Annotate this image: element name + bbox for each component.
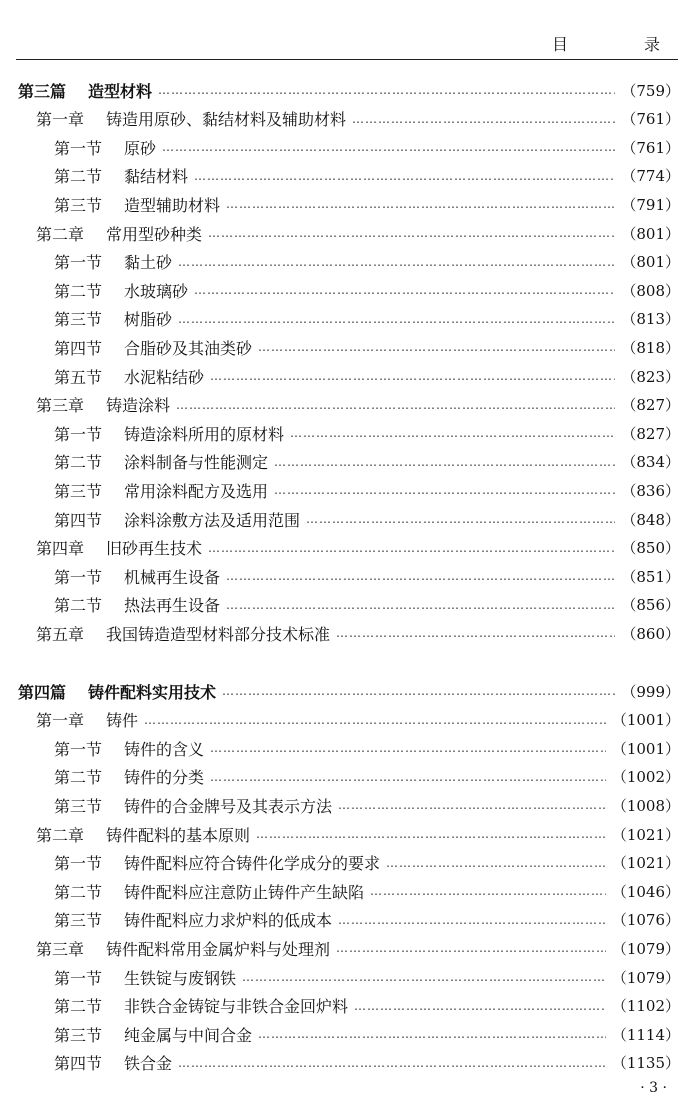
entry-number: 第四节 <box>54 1054 103 1074</box>
entry-title: 铸造涂料所用的原材料 <box>124 424 285 444</box>
entry-page: （774） <box>621 167 680 186</box>
entry-number: 第四章 <box>36 539 85 559</box>
toc-entry-section <box>18 591 680 619</box>
entry-number: 第三节 <box>54 911 103 931</box>
entry-title: 铁合金 <box>124 1054 173 1074</box>
toc-entry-chapter <box>18 105 680 133</box>
entry-page: （856） <box>621 596 680 615</box>
toc-entry-section <box>18 505 680 533</box>
entry-title: 常用涂料配方及选用 <box>124 481 269 501</box>
leader-dots <box>338 791 606 819</box>
entry-number: 第一节 <box>54 138 103 158</box>
entry-page: （801） <box>621 224 680 243</box>
toc-entry-chapter <box>18 706 680 734</box>
entry-number: 第二节 <box>54 768 103 788</box>
entry-number: 第一节 <box>54 567 103 587</box>
toc-entry-section <box>18 162 680 190</box>
entry-title: 涂料制备与性能测定 <box>124 453 269 473</box>
entry-page: （1001） <box>611 739 680 758</box>
leader-dots <box>208 534 615 562</box>
entry-number: 第三章 <box>36 396 85 416</box>
toc-entry-section <box>18 791 680 819</box>
entry-title: 纯金属与中间合金 <box>124 1025 253 1045</box>
entry-page: （761） <box>621 110 680 129</box>
leader-dots <box>242 963 606 991</box>
leader-dots <box>386 849 606 877</box>
entry-number: 第五节 <box>54 367 103 387</box>
entry-title: 涂料涂敷方法及适用范围 <box>124 510 301 530</box>
entry-number: 第二章 <box>36 825 85 845</box>
entry-page: （836） <box>621 481 680 500</box>
entry-number: 第二章 <box>36 224 85 244</box>
leader-dots <box>210 734 606 762</box>
entry-number: 第四节 <box>54 338 103 358</box>
leader-dots <box>162 133 615 161</box>
leader-dots <box>336 619 615 647</box>
entry-title: 铸件配料的基本原则 <box>106 825 251 845</box>
entry-page: （1008） <box>611 796 680 815</box>
entry-number: 第三节 <box>54 1025 103 1045</box>
entry-number: 第一节 <box>54 424 103 444</box>
leader-dots <box>336 934 606 962</box>
entry-title: 铸造用原砂、黏结材料及辅助材料 <box>106 110 347 130</box>
leader-dots <box>178 248 615 276</box>
entry-number: 第二节 <box>54 596 103 616</box>
toc-entry-section <box>18 877 680 905</box>
entry-page: （1114） <box>611 1025 680 1044</box>
entry-page: （848） <box>621 510 680 529</box>
entry-number: 第二节 <box>54 281 103 301</box>
toc-entry-section <box>18 190 680 218</box>
entry-page: （827） <box>621 424 680 443</box>
toc-entry-chapter <box>18 534 680 562</box>
page-header <box>16 30 690 60</box>
entry-number: 第五章 <box>36 624 85 644</box>
leader-dots <box>210 763 606 791</box>
leader-dots <box>158 76 615 104</box>
entry-page: （1002） <box>611 768 680 787</box>
entry-title: 水泥粘结砂 <box>124 367 205 387</box>
toc-entry-chapter <box>18 619 680 647</box>
leader-dots <box>226 562 615 590</box>
leader-dots <box>210 362 615 390</box>
entry-title: 铸件的合金牌号及其表示方法 <box>124 796 333 816</box>
entry-title: 热法再生设备 <box>124 596 221 616</box>
entry-title: 铸件的分类 <box>124 768 205 788</box>
entry-number: 第二节 <box>54 997 103 1017</box>
entry-page: （1079） <box>611 939 680 958</box>
entry-title: 铸件配料应注意防止铸件产生缺陷 <box>124 882 365 902</box>
toc-entry-chapter <box>18 820 680 848</box>
entry-title: 生铁锭与废钢铁 <box>124 968 237 988</box>
toc-entry-section <box>18 419 680 447</box>
entry-page: （761） <box>621 138 680 157</box>
entry-page: （823） <box>621 367 680 386</box>
entry-number: 第三节 <box>54 310 103 330</box>
leader-dots <box>274 476 615 504</box>
entry-title: 水玻璃砂 <box>124 281 189 301</box>
toc-entry-section <box>18 992 680 1020</box>
leader-dots <box>338 906 606 934</box>
entry-number: 第三篇 <box>18 81 67 101</box>
entry-number: 第一节 <box>54 739 103 759</box>
toc-entry-chapter <box>18 934 680 962</box>
leader-dots <box>256 820 606 848</box>
leader-dots <box>194 276 615 304</box>
entry-page: （999） <box>621 682 680 701</box>
toc-entry-section <box>18 906 680 934</box>
toc-entry-section <box>18 248 680 276</box>
entry-page: （818） <box>621 338 680 357</box>
entry-title: 机械再生设备 <box>124 567 221 587</box>
entry-number: 第三章 <box>36 939 85 959</box>
entry-number: 第二节 <box>54 167 103 187</box>
leader-dots <box>194 162 615 190</box>
toc-entry-section <box>18 734 680 762</box>
toc-entry-section <box>18 763 680 791</box>
entry-page: （1021） <box>611 825 680 844</box>
page-number: · 3 · <box>640 1080 667 1096</box>
entry-page: （1021） <box>611 854 680 873</box>
leader-dots <box>144 706 606 734</box>
entry-title: 造型材料 <box>88 81 153 101</box>
leader-dots <box>178 1049 606 1077</box>
entry-title: 铸件配料常用金属炉料与处理剂 <box>106 939 331 959</box>
entry-number: 第一节 <box>54 253 103 273</box>
toc-entry-section <box>18 476 680 504</box>
entry-title: 铸件 <box>106 711 139 731</box>
entry-page: （850） <box>621 539 680 558</box>
entry-number: 第一节 <box>54 854 103 874</box>
toc-entry-section <box>18 133 680 161</box>
leader-dots <box>274 448 615 476</box>
entry-number: 第一节 <box>54 968 103 988</box>
entry-number: 第三节 <box>54 195 103 215</box>
entry-title: 铸件配料应力求炉料的低成本 <box>124 911 333 931</box>
toc-entry-section <box>18 448 680 476</box>
toc-entry-section <box>18 305 680 333</box>
leader-dots <box>258 333 615 361</box>
leader-dots <box>352 105 615 133</box>
entry-title: 树脂砂 <box>124 310 173 330</box>
leader-dots <box>226 190 615 218</box>
toc-entry-section <box>18 276 680 304</box>
toc-entry-section <box>18 562 680 590</box>
entry-title: 铸造涂料 <box>106 396 171 416</box>
entry-number: 第一章 <box>36 711 85 731</box>
entry-title: 造型辅助材料 <box>124 195 221 215</box>
toc-entry-section <box>18 333 680 361</box>
entry-page: （1102） <box>611 997 680 1016</box>
entry-page: （827） <box>621 396 680 415</box>
entry-title: 原砂 <box>124 138 157 158</box>
entry-title: 旧砂再生技术 <box>106 539 203 559</box>
leader-dots <box>176 391 615 419</box>
toc-entry-part <box>18 677 680 705</box>
entry-page: （1001） <box>611 711 680 730</box>
entry-number: 第四篇 <box>18 682 67 702</box>
entry-title: 常用型砂种类 <box>106 224 203 244</box>
toc-entry-section <box>18 1049 680 1077</box>
entry-page: （813） <box>621 310 680 329</box>
leader-dots <box>370 877 606 905</box>
entry-page: （860） <box>621 624 680 643</box>
entry-page: （759） <box>621 81 680 100</box>
entry-page: （834） <box>621 453 680 472</box>
toc-entry-chapter <box>18 219 680 247</box>
leader-dots <box>222 677 615 705</box>
toc-entry-section <box>18 963 680 991</box>
entry-title: 非铁合金铸锭与非铁合金回炉料 <box>124 997 349 1017</box>
page-title: 目 录 <box>551 35 690 54</box>
entry-title: 我国铸造造型材料部分技术标准 <box>106 624 331 644</box>
toc-entry-section <box>18 1020 680 1048</box>
entry-number: 第二节 <box>54 882 103 902</box>
entry-title: 黏结材料 <box>124 167 189 187</box>
leader-dots <box>258 1020 606 1048</box>
entry-title: 铸件的含义 <box>124 739 205 759</box>
leader-dots <box>306 505 615 533</box>
entry-title: 铸件配料实用技术 <box>88 682 217 702</box>
entry-page: （1135） <box>611 1054 680 1073</box>
toc-entry-section <box>18 362 680 390</box>
entry-number: 第三节 <box>54 481 103 501</box>
leader-dots <box>178 305 615 333</box>
entry-title: 合脂砂及其油类砂 <box>124 338 253 358</box>
entry-page: （808） <box>621 281 680 300</box>
leader-dots <box>354 992 606 1020</box>
leader-dots <box>290 419 615 447</box>
entry-number: 第四节 <box>54 510 103 530</box>
entry-page: （1076） <box>611 911 680 930</box>
toc-entry-part <box>18 76 680 104</box>
entry-page: （1046） <box>611 882 680 901</box>
entry-title: 黏土砂 <box>124 253 173 273</box>
entry-page: （801） <box>621 253 680 272</box>
toc-entry-chapter <box>18 391 680 419</box>
leader-dots <box>226 591 615 619</box>
entry-page: （851） <box>621 567 680 586</box>
entry-number: 第二节 <box>54 453 103 473</box>
entry-title: 铸件配料应符合铸件化学成分的要求 <box>124 854 381 874</box>
leader-dots <box>208 219 615 247</box>
entry-number: 第一章 <box>36 110 85 130</box>
entry-page: （1079） <box>611 968 680 987</box>
entry-number: 第三节 <box>54 796 103 816</box>
entry-page: （791） <box>621 195 680 214</box>
toc-entry-section <box>18 849 680 877</box>
